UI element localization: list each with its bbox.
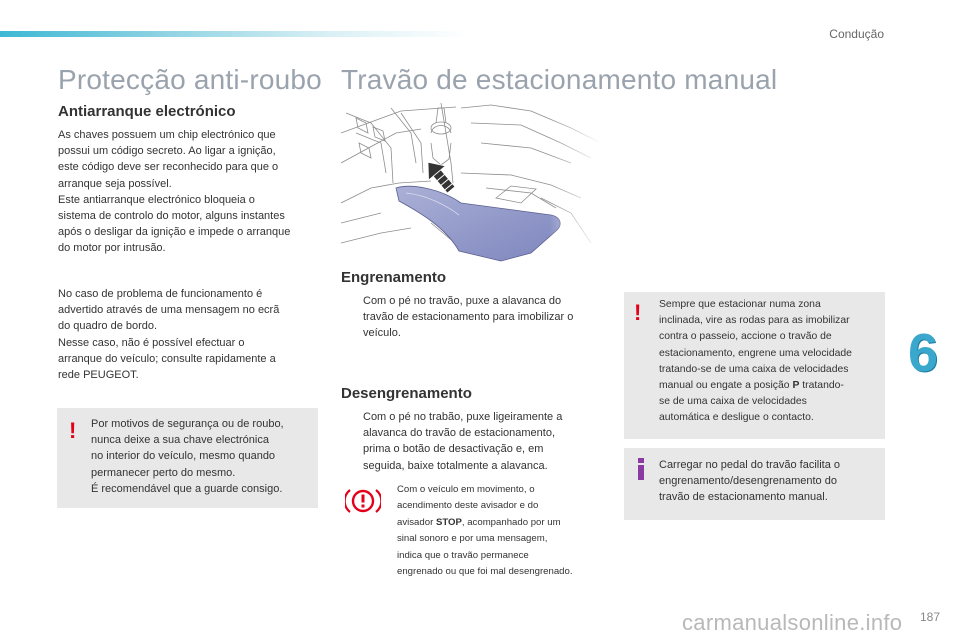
release-heading: Desengrenamento bbox=[341, 385, 472, 402]
chapter-number: 6 bbox=[908, 323, 939, 383]
stop-warning-note: Com o veículo em movimento, o acendimento deste avisador e do avisador STOP, acompanhado por um sinal sonoro e por uma mensagem, indica que o travão permanece engrenado ou que foi mal desengrenado. bbox=[397, 484, 573, 578]
warning-exclamation-icon: ! bbox=[69, 418, 77, 443]
immobiliser-paragraph-1: As chaves possuem um chip electrónico que possui um código secreto. Ao ligar a ignição, este código deve ser reconhecido para que o arranque seja possível. Este antiarranque electrónico bloqueia o sistema de controlo do motor, alguns instantes após o desligar da ignição e impede o arranque do motor por intrusão. bbox=[58, 129, 291, 255]
slope-parking-warning-text: Sempre que estacionar numa zona inclinada, vire as rodas para as imobilizar contra o passeio, accione o travão de estacionamento, engrene uma velocidade tratando-se de uma caixa de velocidades manual ou engate a posição P tratando- se de uma caixa de velocidades automática e desligue o contacto. bbox=[659, 299, 852, 424]
page-number: 187 bbox=[919, 610, 940, 624]
warning-exclamation-icon: ! bbox=[634, 300, 642, 325]
parking-brake-title: Travão de estacionamento manual bbox=[341, 64, 778, 95]
info-icon bbox=[638, 458, 645, 480]
watermark: carmanualsonline.info bbox=[682, 610, 903, 635]
engage-heading: Engrenamento bbox=[341, 269, 447, 286]
brake-pedal-info-text: Carregar no pedal do travão facilita o engrenamento/desengrenamento do travão de estacionamento manual. bbox=[659, 459, 840, 504]
immobiliser-paragraph-2: No caso de problema de funcionamento é advertido através de uma mensagem no ecrã do quadro de bordo. Nesse caso, não é possível efectuar o arranque do veículo; consulte rapidamente a rede PEUGEOT. bbox=[58, 288, 280, 382]
key-warning-box bbox=[57, 408, 318, 508]
chapter-tab bbox=[908, 322, 960, 392]
parking-brake-warning-icon bbox=[345, 486, 381, 516]
engage-instruction: Com o pé no travão, puxe a alavanca do travão de estacionamento para imobilizar o veículo. bbox=[363, 295, 574, 340]
slope-parking-warning-box bbox=[624, 292, 885, 439]
immobiliser-heading: Antiarranque electrónico bbox=[58, 103, 236, 120]
header-accent-bar bbox=[0, 31, 470, 37]
section-label: Condução bbox=[829, 27, 884, 41]
release-instruction: Com o pé no trabão, puxe ligeiramente a alavanca do travão de estacionamento, prima o botão de desactivação e, em seguida, baixe totalmente a alavanca. bbox=[363, 411, 563, 472]
parking-brake-illustration bbox=[341, 103, 601, 263]
brake-pedal-info-box bbox=[624, 448, 885, 520]
anti-theft-title: Protecção anti-roubo bbox=[58, 64, 322, 95]
key-warning-text: Por motivos de segurança ou de roubo, nunca deixe a sua chave electrónica no interior do veículo, mesmo quando permanecer perto do mesmo. É recomendável que a guarde consigo. bbox=[91, 418, 284, 495]
